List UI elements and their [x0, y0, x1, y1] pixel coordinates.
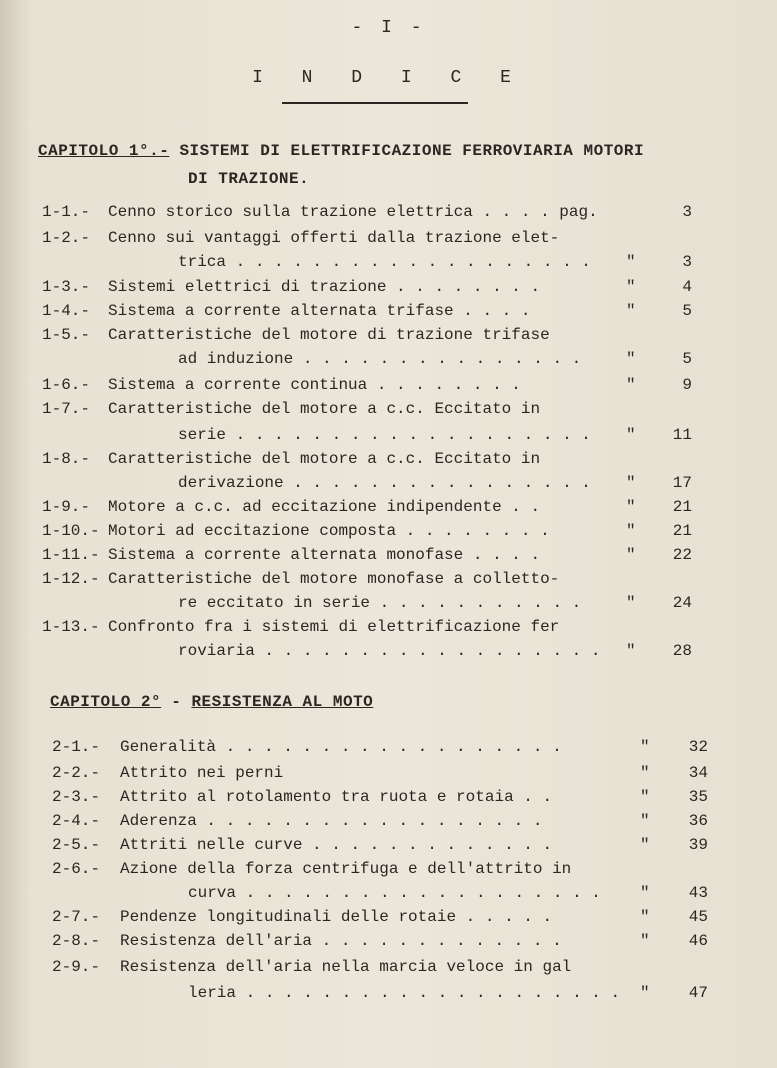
index-entry [0, 932, 777, 956]
entry-text: trica . . . . . . . . . . . . . . . . . . . [178, 253, 591, 271]
entry-page-number: 36 [688, 812, 708, 830]
ditto-mark: " [640, 812, 650, 830]
index-entry [0, 884, 777, 908]
index-entry [0, 376, 777, 400]
ditto-mark: " [626, 546, 636, 564]
entry-page-number: 45 [688, 908, 708, 926]
entry-number: 1-5.- [42, 326, 91, 344]
entry-page-number: 17 [672, 474, 692, 492]
entry-number: 1-1.- [42, 203, 91, 221]
entry-text: derivazione . . . . . . . . . . . . . . . . [178, 474, 591, 492]
ditto-mark: " [640, 764, 650, 782]
entry-page-number: 24 [672, 594, 692, 612]
entry-page-number: 32 [688, 738, 708, 756]
title-underline [282, 102, 468, 104]
entry-number: 1-12.- [42, 570, 100, 588]
index-entry [0, 764, 777, 788]
index-entry [0, 546, 777, 570]
ditto-mark: " [626, 522, 636, 540]
entry-text: Caratteristiche del motore di trazione trifase [108, 326, 550, 344]
entry-text: ad induzione . . . . . . . . . . . . . . . [178, 350, 582, 368]
ditto-mark: " [626, 642, 636, 660]
entry-page-number: 5 [682, 350, 692, 368]
chapter-2-heading [50, 693, 373, 711]
index-entry [0, 958, 777, 982]
entry-text: Pendenze longitudinali delle rotaie . . . . . [120, 908, 553, 926]
entry-number: 1-10.- [42, 522, 100, 540]
page-number: - I - [351, 18, 426, 38]
ditto-mark: " [640, 738, 650, 756]
index-entry [0, 642, 777, 666]
entry-text: Sistema a corrente alternata monofase . . . . [108, 546, 541, 564]
entry-text: Caratteristiche del motore a c.c. Eccitato in [108, 400, 541, 418]
index-entry [0, 860, 777, 884]
entry-number: 1-6.- [42, 376, 91, 394]
ditto-mark: " [626, 376, 636, 394]
entry-number: 1-4.- [42, 302, 91, 320]
entry-text: Caratteristiche del motore monofase a colletto- [108, 570, 560, 588]
entry-number: 1-7.- [42, 400, 91, 418]
entry-page-number: 35 [688, 788, 708, 806]
entry-number: 1-8.- [42, 450, 91, 468]
entry-page-number: 43 [688, 884, 708, 902]
index-entry [0, 426, 777, 450]
entry-number: 2-8.- [52, 932, 101, 950]
entry-text: curva . . . . . . . . . . . . . . . . . . . [188, 884, 601, 902]
index-entry [0, 570, 777, 594]
ditto-mark: " [640, 884, 650, 902]
index-entry [0, 229, 777, 253]
ditto-mark: " [626, 302, 636, 320]
entry-number: 2-4.- [52, 812, 101, 830]
index-entry [0, 450, 777, 474]
entry-text: Generalità . . . . . . . . . . . . . . . . . . [120, 738, 562, 756]
index-entry [0, 522, 777, 546]
chapter-2-label: CAPITOLO 2° [50, 693, 162, 711]
index-entry [0, 498, 777, 522]
entry-text: Sistema a corrente continua . . . . . . . . [108, 376, 521, 394]
index-entry [0, 350, 777, 374]
entry-text: Attrito nei perni [120, 764, 284, 782]
ditto-mark: " [626, 350, 636, 368]
index-entry [0, 203, 777, 227]
index-entry [0, 253, 777, 277]
entry-page-number: 21 [672, 498, 692, 516]
index-entry [0, 618, 777, 642]
chapter-2-separator: - [161, 693, 192, 711]
ditto-mark: " [626, 278, 636, 296]
entry-number: 1-2.- [42, 229, 91, 247]
ditto-mark: " [626, 474, 636, 492]
index-entry [0, 278, 777, 302]
entry-number: 1-9.- [42, 498, 91, 516]
entry-page-number: 9 [682, 376, 692, 394]
entry-text: Attriti nelle curve . . . . . . . . . . . . . [120, 836, 553, 854]
entry-page-number: 39 [688, 836, 708, 854]
entry-text: roviaria . . . . . . . . . . . . . . . . . . [178, 642, 601, 660]
index-entry [0, 812, 777, 836]
index-entry [0, 326, 777, 350]
entry-text: Motori ad eccitazione composta . . . . . . . . [108, 522, 550, 540]
entry-text: Aderenza . . . . . . . . . . . . . . . . . . [120, 812, 543, 830]
entry-text: Cenno sui vantaggi offerti dalla trazione elet- [108, 229, 560, 247]
index-entry [0, 474, 777, 498]
entry-page-number: 5 [682, 302, 692, 320]
index-entry [0, 738, 777, 762]
entry-page-number: 22 [672, 546, 692, 564]
entry-text: Attrito al rotolamento tra ruota e rotaia . . [120, 788, 553, 806]
entry-number: 1-11.- [42, 546, 100, 564]
entry-number: 2-3.- [52, 788, 101, 806]
index-entry [0, 836, 777, 860]
entry-text: Resistenza dell'aria . . . . . . . . . . . . . [120, 932, 562, 950]
index-title: I N D I C E [252, 68, 525, 88]
entry-text: Resistenza dell'aria nella marcia veloce in gal [120, 958, 572, 976]
ditto-mark: " [626, 498, 636, 516]
index-entry [0, 788, 777, 812]
entry-text: serie . . . . . . . . . . . . . . . . . . . [178, 426, 591, 444]
ditto-mark: " [640, 984, 650, 1002]
entry-page-number: 21 [672, 522, 692, 540]
entry-number: 2-6.- [52, 860, 101, 878]
entry-number: 2-7.- [52, 908, 101, 926]
chapter-1-title: SISTEMI DI ELETTRIFICAZIONE FERROVIARIA MOTORI [179, 142, 645, 160]
entry-page-number: 46 [688, 932, 708, 950]
chapter-1-label: CAPITOLO 1°.- [38, 142, 170, 160]
chapter-2-title: RESISTENZA AL MOTO [191, 693, 374, 711]
entry-text: Caratteristiche del motore a c.c. Eccitato in [108, 450, 541, 468]
entry-text: leria . . . . . . . . . . . . . . . . . . . . [188, 984, 621, 1002]
ditto-mark: " [626, 594, 636, 612]
entry-text: Sistemi elettrici di trazione . . . . . . . . [108, 278, 541, 296]
ditto-mark: " [640, 788, 650, 806]
entry-page-number: 4 [682, 278, 692, 296]
entry-number: 1-13.- [42, 618, 100, 636]
entry-text: re eccitato in serie . . . . . . . . . . . [178, 594, 582, 612]
ditto-mark: " [640, 908, 650, 926]
index-entry [0, 984, 777, 1008]
chapter-1-title-line2: DI TRAZIONE. [188, 170, 310, 188]
entry-page-number: 3 [682, 253, 692, 271]
ditto-mark: " [640, 932, 650, 950]
index-entry [0, 594, 777, 618]
entry-number: 1-3.- [42, 278, 91, 296]
entry-text: Sistema a corrente alternata trifase . . . . [108, 302, 531, 320]
ditto-mark: " [626, 253, 636, 271]
entry-page-number: 28 [672, 642, 692, 660]
chapter-1-heading [38, 142, 644, 160]
entry-number: 2-1.- [52, 738, 101, 756]
entry-page-number: 34 [688, 764, 708, 782]
entry-page-number: 47 [688, 984, 708, 1002]
entry-number: 2-2.- [52, 764, 101, 782]
entry-page-number: 11 [672, 426, 692, 444]
entry-text: Confronto fra i sistemi di elettrificazione fer [108, 618, 560, 636]
index-entry [0, 908, 777, 932]
entry-text: Motore a c.c. ad eccitazione indipendente . . [108, 498, 541, 516]
entry-text: Azione della forza centrifuga e dell'attrito in [120, 860, 572, 878]
entry-text: Cenno storico sulla trazione elettrica . . . . pag. [108, 203, 598, 221]
entry-number: 2-5.- [52, 836, 101, 854]
entry-page-number: 3 [682, 203, 692, 221]
ditto-mark: " [626, 426, 636, 444]
index-entry [0, 302, 777, 326]
index-entry [0, 400, 777, 424]
ditto-mark: " [640, 836, 650, 854]
entry-number: 2-9.- [52, 958, 101, 976]
